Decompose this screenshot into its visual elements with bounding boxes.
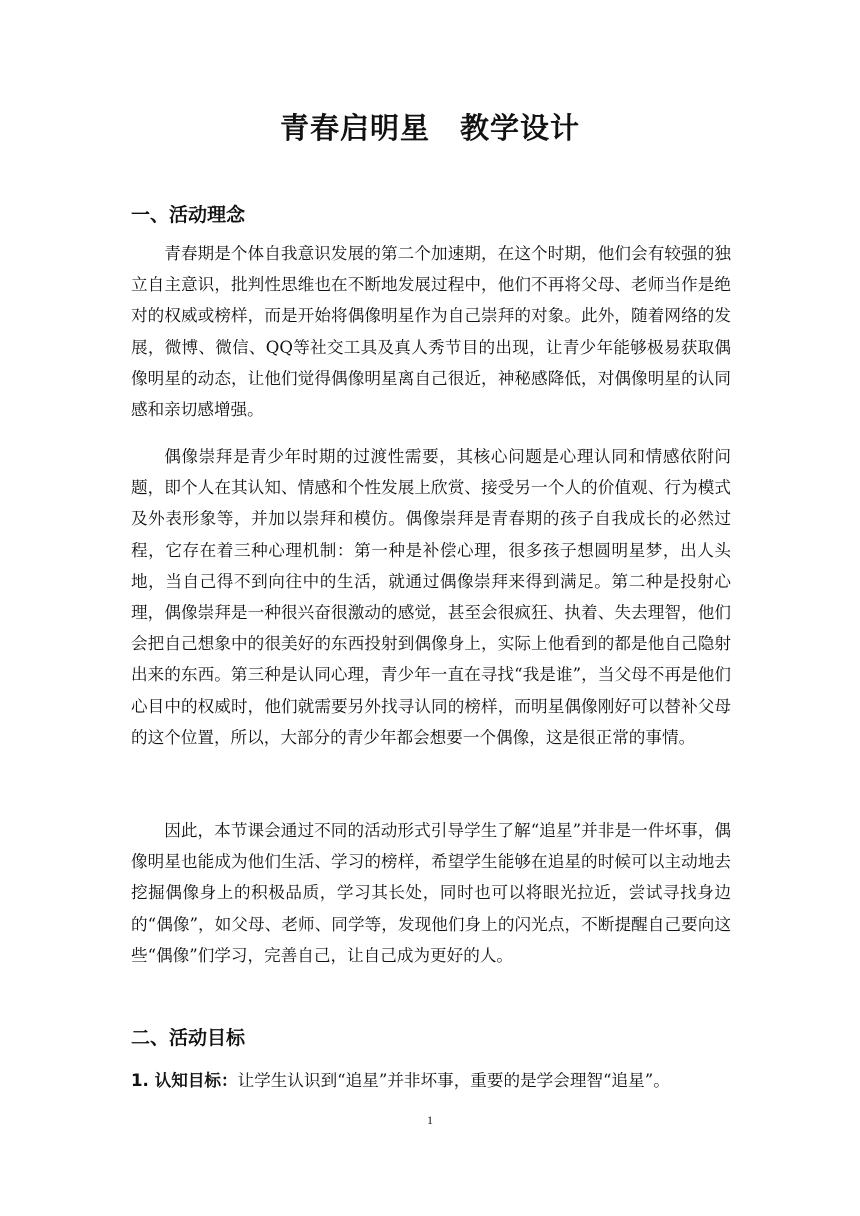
section-heading-philosophy: 一、活动理念	[131, 204, 246, 226]
paragraph-2: 偶像崇拜是青少年时期的过渡性需要，其核心问题是心理认同和情感依附问题，即个人在其认知、情感和个性发展上欣赏、接受另一个人的价值观、行为模式及外表形象等，并加以崇拜和模仿。偶像崇拜是青春期的孩子自我成长的必然过程，它存在着三种心理机制：第一种是补偿心理，很多孩子想圆明星梦，出人头地，当自己得不到向往中的生活，就通过偶像崇拜来得到满足。第二种是投射心理，偶像崇拜是一种很兴奋很激动的感觉，甚至会很疯狂、执着、失去理智，他们会把自己想象中的很美好的东西投射到偶像身上，实际上他看到的都是他自己隐射出来的东西。第三种是认同心理，青少年一直在寻找“我是谁”，当父母不再是他们心目中的权威时，他们就需要另外找寻认同的榜样，而明星偶像刚好可以替补父母的这个位置，所以，大部分的青少年都会想要一个偶像，这是很正常的事情。	[131, 447, 731, 747]
goal-item-lead: 1. 认知目标：	[131, 1071, 238, 1090]
goal-item-cognitive	[131, 1065, 751, 1096]
paragraph-3: 因此，本节课会通过不同的活动形式引导学生了解“追星”并非是一件坏事，偶像明星也能成为他们生活、学习的榜样，希望学生能够在追星的时候可以主动地去挖掘偶像身上的积极品质，学习其长处，同时也可以将眼光拉近，尝试寻找身边的“偶像”，如父母、老师、同学等，发现他们身上的闪光点，不断提醒自己要向这些“偶像”们学习，完善自己，让自己成为更好的人。	[131, 821, 731, 965]
goal-item-text: 让学生认识到“追星”并非坏事，重要的是学会理智“追星”。	[237, 1071, 670, 1090]
paragraph-1: 青春期是个体自我意识发展的第二个加速期，在这个时期，他们会有较强的独立自主意识，批判性思维也在不断地发展过程中，他们不再将父母、老师当作是绝对的权威或榜样，而是开始将偶像明星作为自己崇拜的对象。此外，随着网络的发展，微博、微信、QQ等社交工具及真人秀节目的出现，让青少年能够极易获取偶像明星的动态，让他们觉得偶像明星离自己很近，神秘感降低，对偶像明星的认同感和亲切感增强。	[131, 244, 731, 420]
page-number: 1	[427, 1113, 433, 1127]
section-heading-goals: 二、活动目标	[131, 1027, 246, 1049]
document-title: 青春启明星 教学设计	[279, 111, 580, 145]
